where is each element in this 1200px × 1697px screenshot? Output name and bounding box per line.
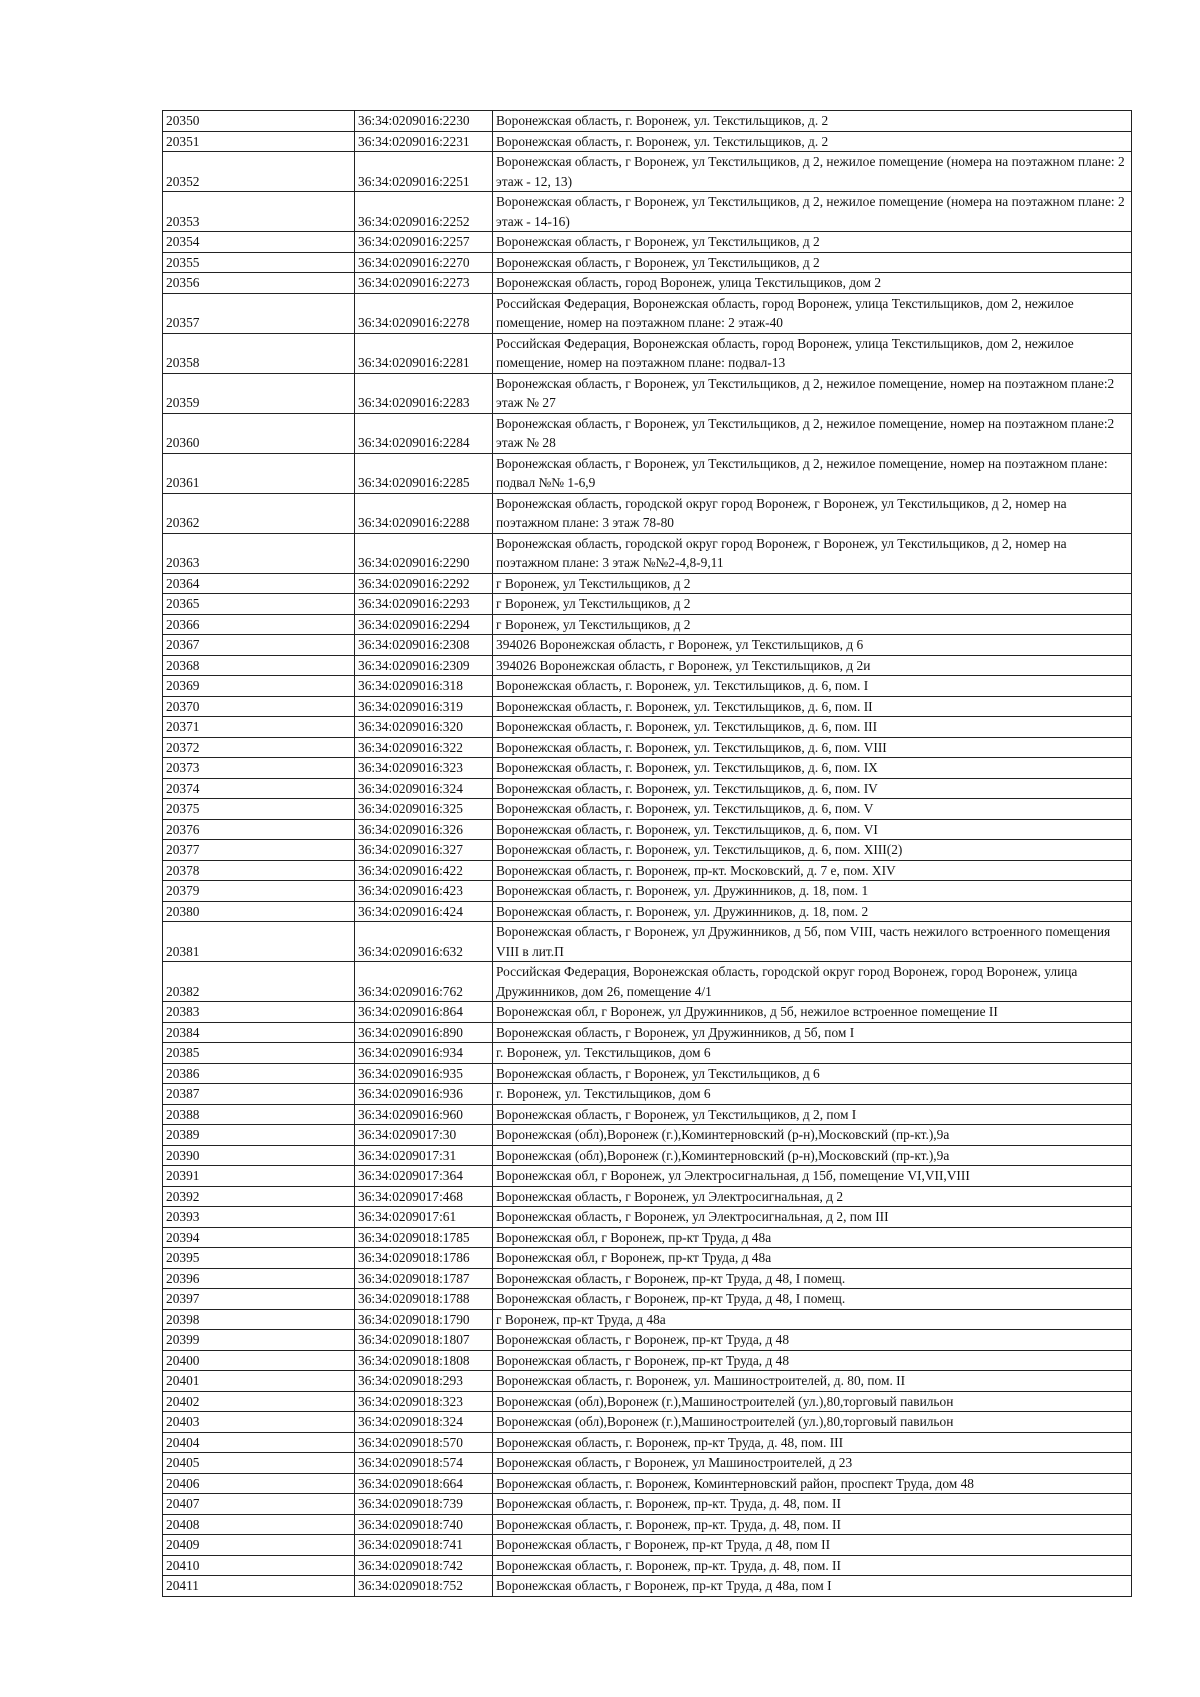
address-cell: г. Воронеж, ул. Текстильщиков, дом 6 [493, 1043, 1132, 1064]
cadastral-number-cell: 36:34:0209016:2285 [355, 453, 493, 493]
cadastral-number-cell: 36:34:0209018:293 [355, 1371, 493, 1392]
address-cell: Воронежская область, г. Воронеж, ул. Текстильщиков, д. 2 [493, 131, 1132, 152]
cadastral-number-cell: 36:34:0209017:468 [355, 1186, 493, 1207]
address-cell: Воронежская (обл),Воронеж (г.),Коминтерновский (р-н),Московский (пр-кт.),9а [493, 1125, 1132, 1146]
row-number-cell: 20372 [163, 737, 355, 758]
cadastral-number-cell: 36:34:0209017:61 [355, 1207, 493, 1228]
cadastral-number-cell: 36:34:0209016:2309 [355, 655, 493, 676]
address-cell: Воронежская область, г Воронеж, пр-кт Труда, д 48 [493, 1350, 1132, 1371]
address-cell: г Воронеж, ул Текстильщиков, д 2 [493, 614, 1132, 635]
cadastral-number-cell: 36:34:0209016:320 [355, 717, 493, 738]
row-number-cell: 20369 [163, 676, 355, 697]
cadastral-number-cell: 36:34:0209018:1786 [355, 1248, 493, 1269]
table-row [163, 152, 1132, 192]
table-row [163, 1514, 1132, 1535]
row-number-cell: 20401 [163, 1371, 355, 1392]
row-number-cell: 20353 [163, 192, 355, 232]
cadastral-number-cell: 36:34:0209016:936 [355, 1084, 493, 1105]
row-number-cell: 20366 [163, 614, 355, 635]
cadastral-number-cell: 36:34:0209016:864 [355, 1002, 493, 1023]
table-row [163, 1432, 1132, 1453]
row-number-cell: 20400 [163, 1350, 355, 1371]
table-row [163, 192, 1132, 232]
row-number-cell: 20403 [163, 1412, 355, 1433]
row-number-cell: 20379 [163, 881, 355, 902]
address-cell: Воронежская обл, г Воронеж, пр-кт Труда, д 48а [493, 1227, 1132, 1248]
row-number-cell: 20373 [163, 758, 355, 779]
address-cell: Воронежская область, г Воронеж, пр-кт Труда, д 48 [493, 1330, 1132, 1351]
cadastral-number-cell: 36:34:0209016:324 [355, 778, 493, 799]
row-number-cell: 20364 [163, 573, 355, 594]
row-number-cell: 20350 [163, 111, 355, 132]
address-cell: Воронежская область, г Воронеж, ул Машиностроителей, д 23 [493, 1453, 1132, 1474]
table-row [163, 1043, 1132, 1064]
cadastral-number-cell: 36:34:0209018:752 [355, 1576, 493, 1597]
cadastral-number-cell: 36:34:0209016:326 [355, 819, 493, 840]
cadastral-number-cell: 36:34:0209017:30 [355, 1125, 493, 1146]
table-row [163, 737, 1132, 758]
cadastral-number-cell: 36:34:0209018:323 [355, 1391, 493, 1412]
address-cell: Воронежская (обл),Воронеж (г.),Машиностроителей (ул.),80,торговый павильон [493, 1412, 1132, 1433]
row-number-cell: 20405 [163, 1453, 355, 1474]
table-row [163, 860, 1132, 881]
cadastral-number-cell: 36:34:0209016:890 [355, 1022, 493, 1043]
row-number-cell: 20384 [163, 1022, 355, 1043]
cadastral-number-cell: 36:34:0209018:1807 [355, 1330, 493, 1351]
address-cell: Российская Федерация, Воронежская область, городской округ город Воронеж, город Воронеж, улица Дружинников, дом 26, помещение 4/1 [493, 962, 1132, 1002]
table-row [163, 1002, 1132, 1023]
table-row [163, 1391, 1132, 1412]
row-number-cell: 20381 [163, 922, 355, 962]
table-row [163, 1063, 1132, 1084]
row-number-cell: 20378 [163, 860, 355, 881]
table-row [163, 1473, 1132, 1494]
cadastral-number-cell: 36:34:0209016:319 [355, 696, 493, 717]
cadastral-number-cell: 36:34:0209016:2251 [355, 152, 493, 192]
row-number-cell: 20397 [163, 1289, 355, 1310]
cadastral-number-cell: 36:34:0209016:2278 [355, 293, 493, 333]
address-cell: Воронежская область, г. Воронеж, ул. Текстильщиков, д. 6, пом. XIII(2) [493, 840, 1132, 861]
address-cell: 394026 Воронежская область, г Воронеж, ул Текстильщиков, д 6 [493, 635, 1132, 656]
table-row [163, 273, 1132, 294]
row-number-cell: 20410 [163, 1555, 355, 1576]
row-number-cell: 20363 [163, 533, 355, 573]
address-cell: Воронежская область, г. Воронеж, ул. Машиностроителей, д. 80, пом. II [493, 1371, 1132, 1392]
address-cell: Воронежская область, г. Воронеж, ул. Текстильщиков, д. 6, пом. VI [493, 819, 1132, 840]
row-number-cell: 20359 [163, 373, 355, 413]
row-number-cell: 20398 [163, 1309, 355, 1330]
table-row [163, 1125, 1132, 1146]
row-number-cell: 20365 [163, 594, 355, 615]
registry-table [162, 110, 1132, 1597]
row-number-cell: 20395 [163, 1248, 355, 1269]
cadastral-number-cell: 36:34:0209016:2283 [355, 373, 493, 413]
table-row [163, 111, 1132, 132]
cadastral-number-cell: 36:34:0209018:570 [355, 1432, 493, 1453]
cadastral-number-cell: 36:34:0209016:960 [355, 1104, 493, 1125]
row-number-cell: 20391 [163, 1166, 355, 1187]
address-cell: Воронежская (обл),Воронеж (г.),Коминтерновский (р-н),Московский (пр-кт.),9а [493, 1145, 1132, 1166]
row-number-cell: 20390 [163, 1145, 355, 1166]
table-row [163, 232, 1132, 253]
address-cell: Воронежская область, г. Воронеж, ул. Дружинников, д. 18, пом. 1 [493, 881, 1132, 902]
cadastral-number-cell: 36:34:0209016:2288 [355, 493, 493, 533]
address-cell: 394026 Воронежская область, г Воронеж, ул Текстильщиков, д 2и [493, 655, 1132, 676]
row-number-cell: 20354 [163, 232, 355, 253]
table-row [163, 573, 1132, 594]
cadastral-number-cell: 36:34:0209018:324 [355, 1412, 493, 1433]
table-row [163, 758, 1132, 779]
row-number-cell: 20404 [163, 1432, 355, 1453]
address-cell: Воронежская область, г Воронеж, ул Текстильщиков, д 2, нежилое помещение, номер на поэтажном плане: подвал №№ 1-6,9 [493, 453, 1132, 493]
cadastral-number-cell: 36:34:0209016:318 [355, 676, 493, 697]
cadastral-number-cell: 36:34:0209016:2292 [355, 573, 493, 594]
table-row [163, 901, 1132, 922]
address-cell: Воронежская область, г Воронеж, ул Текстильщиков, д 6 [493, 1063, 1132, 1084]
cadastral-number-cell: 36:34:0209016:423 [355, 881, 493, 902]
table-row [163, 252, 1132, 273]
cadastral-number-cell: 36:34:0209018:739 [355, 1494, 493, 1515]
address-cell: Воронежская область, г. Воронеж, ул. Текстильщиков, д. 6, пом. IV [493, 778, 1132, 799]
cadastral-number-cell: 36:34:0209016:322 [355, 737, 493, 758]
row-number-cell: 20361 [163, 453, 355, 493]
table-row [163, 1494, 1132, 1515]
row-number-cell: 20385 [163, 1043, 355, 1064]
address-cell: Российская Федерация, Воронежская область, город Воронеж, улица Текстильщиков, дом 2, нежилое помещение, номер на поэтажном плане: подвал-13 [493, 333, 1132, 373]
row-number-cell: 20406 [163, 1473, 355, 1494]
table-row [163, 655, 1132, 676]
table-row [163, 1555, 1132, 1576]
table-row [163, 1268, 1132, 1289]
address-cell: Воронежская область, г Воронеж, пр-кт Труда, д 48, I помещ. [493, 1268, 1132, 1289]
address-cell: Воронежская область, г Воронеж, ул Текстильщиков, д 2 [493, 232, 1132, 253]
table-row [163, 1371, 1132, 1392]
address-cell: Воронежская область, г. Воронеж, пр-кт. Труда, д. 48, пом. II [493, 1555, 1132, 1576]
cadastral-number-cell: 36:34:0209016:2257 [355, 232, 493, 253]
address-cell: Воронежская обл, г Воронеж, ул Электросигнальная, д 15б, помещение VI,VII,VIII [493, 1166, 1132, 1187]
row-number-cell: 20370 [163, 696, 355, 717]
table-row [163, 1022, 1132, 1043]
table-row [163, 922, 1132, 962]
address-cell: Воронежская область, г. Воронеж, пр-кт. Московский, д. 7 е, пом. XIV [493, 860, 1132, 881]
cadastral-number-cell: 36:34:0209016:2308 [355, 635, 493, 656]
row-number-cell: 20387 [163, 1084, 355, 1105]
cadastral-number-cell: 36:34:0209018:664 [355, 1473, 493, 1494]
row-number-cell: 20352 [163, 152, 355, 192]
cadastral-number-cell: 36:34:0209018:742 [355, 1555, 493, 1576]
table-row [163, 1330, 1132, 1351]
table-row [163, 1535, 1132, 1556]
address-cell: Воронежская область, г Воронеж, пр-кт Труда, д 48, пом II [493, 1535, 1132, 1556]
table-row [163, 493, 1132, 533]
table-row [163, 131, 1132, 152]
table-row [163, 1576, 1132, 1597]
row-number-cell: 20409 [163, 1535, 355, 1556]
table-row [163, 1453, 1132, 1474]
table-row [163, 635, 1132, 656]
row-number-cell: 20357 [163, 293, 355, 333]
address-cell: Воронежская область, г Воронеж, ул Дружинников, д 5б, пом VIII, часть нежилого встроенного помещения VIII в лит.П [493, 922, 1132, 962]
cadastral-number-cell: 36:34:0209016:422 [355, 860, 493, 881]
address-cell: Воронежская область, г. Воронеж, пр-кт. Труда, д. 48, пом. II [493, 1514, 1132, 1535]
address-cell: г. Воронеж, ул. Текстильщиков, дом 6 [493, 1084, 1132, 1105]
cadastral-number-cell: 36:34:0209016:2284 [355, 413, 493, 453]
address-cell: Воронежская область, г. Воронеж, ул. Текстильщиков, д. 6, пом. III [493, 717, 1132, 738]
address-cell: Воронежская область, г. Воронеж, ул. Текстильщиков, д. 6, пом. IX [493, 758, 1132, 779]
cadastral-number-cell: 36:34:0209016:2252 [355, 192, 493, 232]
cadastral-number-cell: 36:34:0209016:934 [355, 1043, 493, 1064]
address-cell: Воронежская область, городской округ город Воронеж, г Воронеж, ул Текстильщиков, д 2, номер на поэтажном плане: 3 этаж №№2-4,8-9,11 [493, 533, 1132, 573]
table-row [163, 840, 1132, 861]
address-cell: Воронежская область, г. Воронеж, пр-кт Труда, д. 48, пом. III [493, 1432, 1132, 1453]
address-cell: Воронежская область, г Воронеж, ул Текстильщиков, д 2, нежилое помещение, номер на поэтажном плане:2 этаж № 27 [493, 373, 1132, 413]
cadastral-number-cell: 36:34:0209016:632 [355, 922, 493, 962]
address-cell: Воронежская область, г Воронеж, ул Электросигнальная, д 2, пом III [493, 1207, 1132, 1228]
cadastral-number-cell: 36:34:0209016:2231 [355, 131, 493, 152]
table-row [163, 373, 1132, 413]
address-cell: Воронежская область, г. Воронеж, ул. Текстильщиков, д. 6, пом. VIII [493, 737, 1132, 758]
table-row [163, 1166, 1132, 1187]
address-cell: Воронежская область, г Воронеж, ул Текстильщиков, д 2, нежилое помещение (номера на поэтажном плане: 2 этаж - 14-16) [493, 192, 1132, 232]
cadastral-number-cell: 36:34:0209018:741 [355, 1535, 493, 1556]
row-number-cell: 20396 [163, 1268, 355, 1289]
table-row [163, 293, 1132, 333]
address-cell: Воронежская область, г. Воронеж, ул. Текстильщиков, д. 2 [493, 111, 1132, 132]
row-number-cell: 20386 [163, 1063, 355, 1084]
table-row [163, 1309, 1132, 1330]
cadastral-number-cell: 36:34:0209016:2293 [355, 594, 493, 615]
cadastral-number-cell: 36:34:0209016:762 [355, 962, 493, 1002]
cadastral-number-cell: 36:34:0209016:2294 [355, 614, 493, 635]
address-cell: Воронежская область, г. Воронеж, ул. Текстильщиков, д. 6, пом. V [493, 799, 1132, 820]
table-row [163, 333, 1132, 373]
row-number-cell: 20356 [163, 273, 355, 294]
cadastral-number-cell: 36:34:0209016:327 [355, 840, 493, 861]
cadastral-number-cell: 36:34:0209016:2273 [355, 273, 493, 294]
cadastral-number-cell: 36:34:0209018:1785 [355, 1227, 493, 1248]
address-cell: Воронежская обл, г Воронеж, ул Дружинников, д 5б, нежилое встроенное помещение II [493, 1002, 1132, 1023]
table-row [163, 1207, 1132, 1228]
cadastral-number-cell: 36:34:0209018:740 [355, 1514, 493, 1535]
address-cell: Воронежская область, г Воронеж, ул Текстильщиков, д 2, пом I [493, 1104, 1132, 1125]
table-row [163, 1084, 1132, 1105]
cadastral-number-cell: 36:34:0209016:935 [355, 1063, 493, 1084]
address-cell: Воронежская область, г Воронеж, ул Электросигнальная, д 2 [493, 1186, 1132, 1207]
table-row [163, 1350, 1132, 1371]
address-cell: г Воронеж, ул Текстильщиков, д 2 [493, 573, 1132, 594]
table-row [163, 413, 1132, 453]
table-row [163, 696, 1132, 717]
address-cell: Воронежская область, г Воронеж, ул Дружинников, д 5б, пом I [493, 1022, 1132, 1043]
cadastral-number-cell: 36:34:0209018:1808 [355, 1350, 493, 1371]
cadastral-number-cell: 36:34:0209016:2290 [355, 533, 493, 573]
row-number-cell: 20411 [163, 1576, 355, 1597]
row-number-cell: 20360 [163, 413, 355, 453]
row-number-cell: 20368 [163, 655, 355, 676]
row-number-cell: 20367 [163, 635, 355, 656]
row-number-cell: 20393 [163, 1207, 355, 1228]
row-number-cell: 20371 [163, 717, 355, 738]
cadastral-number-cell: 36:34:0209016:424 [355, 901, 493, 922]
cadastral-number-cell: 36:34:0209016:2270 [355, 252, 493, 273]
cadastral-number-cell: 36:34:0209016:323 [355, 758, 493, 779]
table-row [163, 799, 1132, 820]
table-row [163, 1227, 1132, 1248]
row-number-cell: 20402 [163, 1391, 355, 1412]
address-cell: Воронежская область, г Воронеж, пр-кт Труда, д 48а, пом I [493, 1576, 1132, 1597]
row-number-cell: 20380 [163, 901, 355, 922]
address-cell: Воронежская обл, г Воронеж, пр-кт Труда, д 48а [493, 1248, 1132, 1269]
table-row [163, 533, 1132, 573]
address-cell: Воронежская область, г Воронеж, ул Текстильщиков, д 2, нежилое помещение (номера на поэтажном плане: 2 этаж - 12, 13) [493, 152, 1132, 192]
address-cell: Воронежская область, г Воронеж, ул Текстильщиков, д 2 [493, 252, 1132, 273]
table-row [163, 1104, 1132, 1125]
table-row [163, 1145, 1132, 1166]
table-row [163, 1289, 1132, 1310]
address-cell: г Воронеж, пр-кт Труда, д 48а [493, 1309, 1132, 1330]
address-cell: г Воронеж, ул Текстильщиков, д 2 [493, 594, 1132, 615]
row-number-cell: 20382 [163, 962, 355, 1002]
address-cell: Воронежская область, городской округ город Воронеж, г Воронеж, ул Текстильщиков, д 2, номер на поэтажном плане: 3 этаж 78-80 [493, 493, 1132, 533]
address-cell: Воронежская область, г Воронеж, ул Текстильщиков, д 2, нежилое помещение, номер на поэтажном плане:2 этаж № 28 [493, 413, 1132, 453]
cadastral-number-cell: 36:34:0209017:31 [355, 1145, 493, 1166]
table-row [163, 881, 1132, 902]
table-row [163, 778, 1132, 799]
address-cell: Российская Федерация, Воронежская область, город Воронеж, улица Текстильщиков, дом 2, нежилое помещение, номер на поэтажном плане: 2 этаж-40 [493, 293, 1132, 333]
address-cell: Воронежская область, г. Воронеж, ул. Текстильщиков, д. 6, пом. I [493, 676, 1132, 697]
cadastral-number-cell: 36:34:0209017:364 [355, 1166, 493, 1187]
address-cell: Воронежская область, г Воронеж, пр-кт Труда, д 48, I помещ. [493, 1289, 1132, 1310]
address-cell: Воронежская область, г. Воронеж, Коминтерновский район, проспект Труда, дом 48 [493, 1473, 1132, 1494]
row-number-cell: 20375 [163, 799, 355, 820]
table-row [163, 594, 1132, 615]
row-number-cell: 20392 [163, 1186, 355, 1207]
row-number-cell: 20394 [163, 1227, 355, 1248]
table-row [163, 962, 1132, 1002]
cadastral-number-cell: 36:34:0209018:1790 [355, 1309, 493, 1330]
table-row [163, 819, 1132, 840]
row-number-cell: 20389 [163, 1125, 355, 1146]
cadastral-number-cell: 36:34:0209016:325 [355, 799, 493, 820]
row-number-cell: 20351 [163, 131, 355, 152]
table-row [163, 1186, 1132, 1207]
table-row [163, 676, 1132, 697]
address-cell: Воронежская область, город Воронеж, улица Текстильщиков, дом 2 [493, 273, 1132, 294]
table-row [163, 453, 1132, 493]
cadastral-number-cell: 36:34:0209018:1788 [355, 1289, 493, 1310]
row-number-cell: 20388 [163, 1104, 355, 1125]
cadastral-number-cell: 36:34:0209018:574 [355, 1453, 493, 1474]
row-number-cell: 20377 [163, 840, 355, 861]
address-cell: Воронежская (обл),Воронеж (г.),Машиностроителей (ул.),80,торговый павильон [493, 1391, 1132, 1412]
row-number-cell: 20358 [163, 333, 355, 373]
table-row [163, 614, 1132, 635]
row-number-cell: 20376 [163, 819, 355, 840]
row-number-cell: 20383 [163, 1002, 355, 1023]
address-cell: Воронежская область, г. Воронеж, пр-кт. Труда, д. 48, пом. II [493, 1494, 1132, 1515]
address-cell: Воронежская область, г. Воронеж, ул. Дружинников, д. 18, пом. 2 [493, 901, 1132, 922]
table-row [163, 717, 1132, 738]
row-number-cell: 20362 [163, 493, 355, 533]
registry-table-body [163, 111, 1132, 1597]
table-row [163, 1248, 1132, 1269]
row-number-cell: 20374 [163, 778, 355, 799]
table-row [163, 1412, 1132, 1433]
cadastral-number-cell: 36:34:0209018:1787 [355, 1268, 493, 1289]
address-cell: Воронежская область, г. Воронеж, ул. Текстильщиков, д. 6, пом. II [493, 696, 1132, 717]
row-number-cell: 20355 [163, 252, 355, 273]
cadastral-number-cell: 36:34:0209016:2230 [355, 111, 493, 132]
row-number-cell: 20408 [163, 1514, 355, 1535]
cadastral-number-cell: 36:34:0209016:2281 [355, 333, 493, 373]
row-number-cell: 20407 [163, 1494, 355, 1515]
row-number-cell: 20399 [163, 1330, 355, 1351]
